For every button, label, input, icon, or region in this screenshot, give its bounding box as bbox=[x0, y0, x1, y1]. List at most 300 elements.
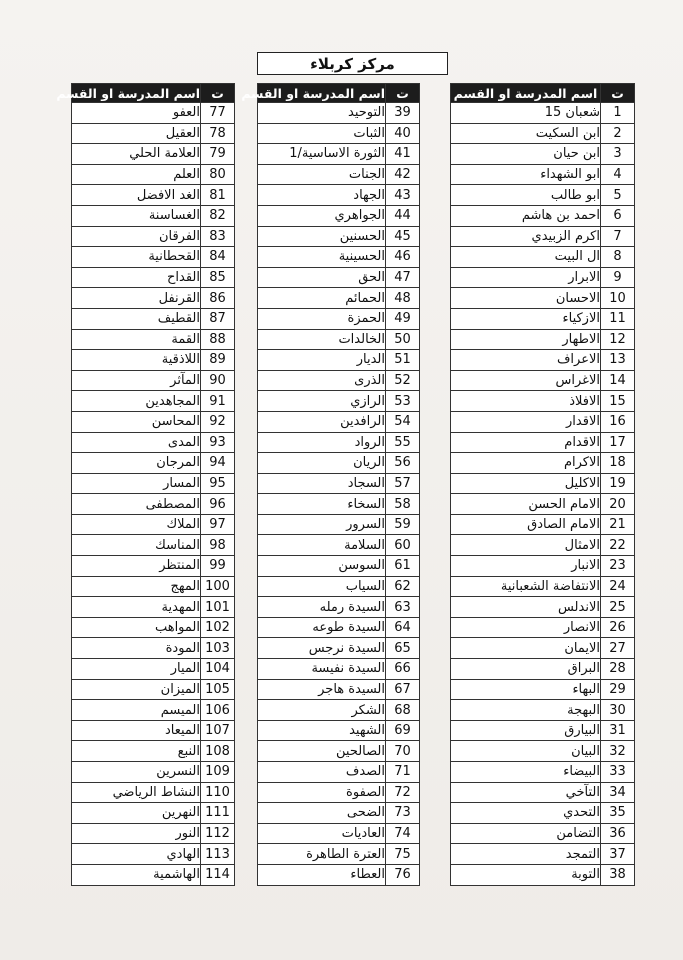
table-row bbox=[72, 144, 235, 165]
row-number: 87 bbox=[201, 308, 235, 329]
school-name: البيارق bbox=[451, 720, 601, 741]
table-row bbox=[72, 700, 235, 721]
table-row bbox=[258, 226, 420, 247]
table-row bbox=[258, 123, 420, 144]
school-name: الايمان bbox=[451, 638, 601, 659]
table-row bbox=[72, 267, 235, 288]
table-row bbox=[451, 329, 635, 350]
school-name: الشهيد bbox=[258, 720, 386, 741]
school-name: الخالدات bbox=[258, 329, 386, 350]
row-number: 17 bbox=[601, 432, 635, 453]
table-row bbox=[258, 329, 420, 350]
row-number: 52 bbox=[386, 370, 420, 391]
row-number: 69 bbox=[386, 720, 420, 741]
school-name: الرازي bbox=[258, 391, 386, 412]
table-row bbox=[451, 576, 635, 597]
table-row bbox=[72, 597, 235, 618]
row-number: 74 bbox=[386, 823, 420, 844]
table-row bbox=[72, 514, 235, 535]
school-name: البيان bbox=[451, 741, 601, 762]
row-number: 21 bbox=[601, 514, 635, 535]
table-row bbox=[72, 659, 235, 680]
school-name: الصفوة bbox=[258, 782, 386, 803]
table-row bbox=[72, 844, 235, 865]
school-name: السيدة طوعه bbox=[258, 617, 386, 638]
school-name: القمة bbox=[72, 329, 201, 350]
table-row bbox=[72, 164, 235, 185]
row-number: 107 bbox=[201, 720, 235, 741]
row-number: 100 bbox=[201, 576, 235, 597]
school-name: المجاهدين bbox=[72, 391, 201, 412]
row-number: 8 bbox=[601, 247, 635, 268]
school-name: الحق bbox=[258, 267, 386, 288]
table-row bbox=[451, 267, 635, 288]
table-row bbox=[258, 391, 420, 412]
row-number: 84 bbox=[201, 247, 235, 268]
school-name: اكرم الزبيدي bbox=[451, 226, 601, 247]
table-row bbox=[451, 391, 635, 412]
row-number: 64 bbox=[386, 617, 420, 638]
row-number: 89 bbox=[201, 350, 235, 371]
school-name: الاندلس bbox=[451, 597, 601, 618]
row-number: 47 bbox=[386, 267, 420, 288]
school-name: الميعاد bbox=[72, 720, 201, 741]
table-row bbox=[258, 741, 420, 762]
table-row bbox=[451, 185, 635, 206]
table-row bbox=[258, 288, 420, 309]
table-row bbox=[451, 350, 635, 371]
header-number: ت bbox=[386, 84, 420, 103]
row-number: 25 bbox=[601, 597, 635, 618]
school-name: الانبار bbox=[451, 556, 601, 577]
row-number: 7 bbox=[601, 226, 635, 247]
table-row bbox=[258, 638, 420, 659]
table-row bbox=[72, 494, 235, 515]
school-name: الحمزة bbox=[258, 308, 386, 329]
row-number: 11 bbox=[601, 308, 635, 329]
row-number: 97 bbox=[201, 514, 235, 535]
school-name: السيدة هاجر bbox=[258, 679, 386, 700]
table-row bbox=[72, 741, 235, 762]
school-table-column-3 bbox=[56, 83, 235, 886]
table-row bbox=[451, 411, 635, 432]
school-name: النشاط الرياضي bbox=[72, 782, 201, 803]
row-number: 67 bbox=[386, 679, 420, 700]
school-name: الذرى bbox=[258, 370, 386, 391]
school-name: البيضاء bbox=[451, 762, 601, 783]
school-table-column-2 bbox=[241, 83, 420, 886]
row-number: 35 bbox=[601, 803, 635, 824]
row-number: 53 bbox=[386, 391, 420, 412]
row-number: 3 bbox=[601, 144, 635, 165]
table-row bbox=[258, 103, 420, 124]
table-header-row bbox=[258, 84, 420, 103]
table-row bbox=[72, 823, 235, 844]
table-row bbox=[451, 370, 635, 391]
school-name: الاقدام bbox=[451, 432, 601, 453]
table-row bbox=[258, 432, 420, 453]
table-row bbox=[72, 226, 235, 247]
table-row bbox=[258, 164, 420, 185]
row-number: 27 bbox=[601, 638, 635, 659]
school-name: التوبة bbox=[451, 864, 601, 885]
table-row bbox=[72, 391, 235, 412]
header-number: ت bbox=[601, 84, 635, 103]
table-row bbox=[451, 762, 635, 783]
school-name: الاغراس bbox=[451, 370, 601, 391]
school-name: ال البيت bbox=[451, 247, 601, 268]
school-name: التضامن bbox=[451, 823, 601, 844]
school-name: الاكليل bbox=[451, 473, 601, 494]
table-row bbox=[72, 720, 235, 741]
table-row bbox=[258, 597, 420, 618]
row-number: 32 bbox=[601, 741, 635, 762]
table-row bbox=[451, 514, 635, 535]
row-number: 108 bbox=[201, 741, 235, 762]
school-name: الثبات bbox=[258, 123, 386, 144]
row-number: 13 bbox=[601, 350, 635, 371]
school-name: الانصار bbox=[451, 617, 601, 638]
row-number: 103 bbox=[201, 638, 235, 659]
table-row bbox=[72, 205, 235, 226]
row-number: 16 bbox=[601, 411, 635, 432]
row-number: 45 bbox=[386, 226, 420, 247]
table-row bbox=[451, 659, 635, 680]
table-row bbox=[258, 411, 420, 432]
row-number: 55 bbox=[386, 432, 420, 453]
school-name: الاقدار bbox=[451, 411, 601, 432]
table-row bbox=[72, 803, 235, 824]
table-row bbox=[451, 782, 635, 803]
school-name: الثورة الاساسية/1 bbox=[258, 144, 386, 165]
school-name: الملاك bbox=[72, 514, 201, 535]
school-name: العلم bbox=[72, 164, 201, 185]
school-name: الجهاد bbox=[258, 185, 386, 206]
row-number: 114 bbox=[201, 864, 235, 885]
school-name: الفرقان bbox=[72, 226, 201, 247]
row-number: 41 bbox=[386, 144, 420, 165]
school-name: احمد بن هاشم bbox=[451, 205, 601, 226]
table-row bbox=[451, 123, 635, 144]
row-number: 104 bbox=[201, 659, 235, 680]
school-name: الضحى bbox=[258, 803, 386, 824]
table-row bbox=[72, 638, 235, 659]
row-number: 61 bbox=[386, 556, 420, 577]
table-row bbox=[72, 535, 235, 556]
row-number: 85 bbox=[201, 267, 235, 288]
table-row bbox=[72, 762, 235, 783]
school-name: المسار bbox=[72, 473, 201, 494]
table-row bbox=[258, 782, 420, 803]
table-row bbox=[72, 370, 235, 391]
table-row bbox=[72, 123, 235, 144]
table-row bbox=[72, 556, 235, 577]
table-row bbox=[72, 308, 235, 329]
table-row bbox=[258, 247, 420, 268]
school-name: ابن السكيت bbox=[451, 123, 601, 144]
row-number: 43 bbox=[386, 185, 420, 206]
table-row bbox=[258, 453, 420, 474]
school-name: الاعراف bbox=[451, 350, 601, 371]
row-number: 20 bbox=[601, 494, 635, 515]
table-row bbox=[258, 370, 420, 391]
row-number: 54 bbox=[386, 411, 420, 432]
school-name: الميار bbox=[72, 659, 201, 680]
row-number: 48 bbox=[386, 288, 420, 309]
school-name: الهاشمية bbox=[72, 864, 201, 885]
header-school-name: اسم المدرسة او القسم bbox=[241, 85, 385, 101]
table-row bbox=[258, 556, 420, 577]
row-number: 29 bbox=[601, 679, 635, 700]
school-name: البهجة bbox=[451, 700, 601, 721]
row-number: 68 bbox=[386, 700, 420, 721]
school-name: المواهب bbox=[72, 617, 201, 638]
table-row bbox=[258, 514, 420, 535]
table-row bbox=[258, 494, 420, 515]
row-number: 76 bbox=[386, 864, 420, 885]
row-number: 34 bbox=[601, 782, 635, 803]
school-name: الميزان bbox=[72, 679, 201, 700]
row-number: 56 bbox=[386, 453, 420, 474]
school-name: التمجد bbox=[451, 844, 601, 865]
table-row bbox=[72, 247, 235, 268]
row-number: 6 bbox=[601, 205, 635, 226]
row-number: 24 bbox=[601, 576, 635, 597]
row-number: 93 bbox=[201, 432, 235, 453]
row-number: 110 bbox=[201, 782, 235, 803]
page-title: مركز كربلاء bbox=[257, 52, 448, 75]
table-row bbox=[451, 103, 635, 124]
school-name: السلامة bbox=[258, 535, 386, 556]
row-number: 9 bbox=[601, 267, 635, 288]
table-row bbox=[451, 308, 635, 329]
table-row bbox=[258, 473, 420, 494]
table-row bbox=[258, 679, 420, 700]
table-row bbox=[451, 700, 635, 721]
row-number: 80 bbox=[201, 164, 235, 185]
table-row bbox=[72, 576, 235, 597]
row-number: 73 bbox=[386, 803, 420, 824]
school-name: اللاذقية bbox=[72, 350, 201, 371]
row-number: 70 bbox=[386, 741, 420, 762]
table-row bbox=[72, 679, 235, 700]
row-number: 15 bbox=[601, 391, 635, 412]
row-number: 66 bbox=[386, 659, 420, 680]
row-number: 83 bbox=[201, 226, 235, 247]
table-row bbox=[451, 473, 635, 494]
school-name: الجنات bbox=[258, 164, 386, 185]
row-number: 22 bbox=[601, 535, 635, 556]
school-name: الغد الافضل bbox=[72, 185, 201, 206]
school-name: الاكرام bbox=[451, 453, 601, 474]
school-name: البراق bbox=[451, 659, 601, 680]
table-row bbox=[451, 556, 635, 577]
table-row bbox=[72, 617, 235, 638]
table-row bbox=[72, 350, 235, 371]
row-number: 31 bbox=[601, 720, 635, 741]
school-name: السياب bbox=[258, 576, 386, 597]
row-number: 71 bbox=[386, 762, 420, 783]
school-name: العقيل bbox=[72, 123, 201, 144]
school-name: الميسم bbox=[72, 700, 201, 721]
school-name: السيدة نفيسة bbox=[258, 659, 386, 680]
table-row bbox=[451, 288, 635, 309]
school-name: المآثر bbox=[72, 370, 201, 391]
row-number: 109 bbox=[201, 762, 235, 783]
school-name: القحطانية bbox=[72, 247, 201, 268]
table-row bbox=[258, 535, 420, 556]
table-row bbox=[451, 226, 635, 247]
school-name: المصطفى bbox=[72, 494, 201, 515]
school-name: السرور bbox=[258, 514, 386, 535]
row-number: 1 bbox=[601, 103, 635, 124]
row-number: 90 bbox=[201, 370, 235, 391]
table-row bbox=[258, 576, 420, 597]
table-row bbox=[451, 720, 635, 741]
table-row bbox=[451, 823, 635, 844]
school-name: الافلاذ bbox=[451, 391, 601, 412]
school-name: العطاء bbox=[258, 864, 386, 885]
school-name: السخاء bbox=[258, 494, 386, 515]
school-name: العاديات bbox=[258, 823, 386, 844]
table-row bbox=[258, 720, 420, 741]
table-row bbox=[72, 782, 235, 803]
table-row bbox=[72, 411, 235, 432]
row-number: 75 bbox=[386, 844, 420, 865]
table-row bbox=[258, 823, 420, 844]
row-number: 49 bbox=[386, 308, 420, 329]
school-name: المدى bbox=[72, 432, 201, 453]
table-row bbox=[451, 864, 635, 885]
school-name: الرافدين bbox=[258, 411, 386, 432]
table-row bbox=[451, 803, 635, 824]
school-name: الغساسنة bbox=[72, 205, 201, 226]
row-number: 79 bbox=[201, 144, 235, 165]
row-number: 14 bbox=[601, 370, 635, 391]
table-row bbox=[258, 762, 420, 783]
row-number: 77 bbox=[201, 103, 235, 124]
row-number: 95 bbox=[201, 473, 235, 494]
row-number: 105 bbox=[201, 679, 235, 700]
row-number: 23 bbox=[601, 556, 635, 577]
row-number: 92 bbox=[201, 411, 235, 432]
row-number: 50 bbox=[386, 329, 420, 350]
table-row bbox=[451, 247, 635, 268]
school-name: الريان bbox=[258, 453, 386, 474]
school-name: التحدي bbox=[451, 803, 601, 824]
table-row bbox=[72, 329, 235, 350]
row-number: 12 bbox=[601, 329, 635, 350]
table-header-row bbox=[72, 84, 235, 103]
school-name: السيدة نرجس bbox=[258, 638, 386, 659]
row-number: 88 bbox=[201, 329, 235, 350]
table-header-row bbox=[451, 84, 635, 103]
table-row bbox=[258, 700, 420, 721]
table-row bbox=[258, 205, 420, 226]
table-row bbox=[451, 453, 635, 474]
school-name: الامام الحسن bbox=[451, 494, 601, 515]
school-name: الشكر bbox=[258, 700, 386, 721]
school-name: التآخي bbox=[451, 782, 601, 803]
row-number: 37 bbox=[601, 844, 635, 865]
table-row bbox=[72, 473, 235, 494]
table-row bbox=[451, 597, 635, 618]
table-row bbox=[72, 432, 235, 453]
school-name: الحمائم bbox=[258, 288, 386, 309]
table-row bbox=[258, 308, 420, 329]
row-number: 99 bbox=[201, 556, 235, 577]
table-row bbox=[258, 659, 420, 680]
row-number: 91 bbox=[201, 391, 235, 412]
row-number: 4 bbox=[601, 164, 635, 185]
row-number: 78 bbox=[201, 123, 235, 144]
school-name: الانتفاضة الشعبانية bbox=[451, 576, 601, 597]
school-name: المناسك bbox=[72, 535, 201, 556]
row-number: 39 bbox=[386, 103, 420, 124]
row-number: 57 bbox=[386, 473, 420, 494]
school-name: السوسن bbox=[258, 556, 386, 577]
school-name: الهادي bbox=[72, 844, 201, 865]
school-name: المنتظر bbox=[72, 556, 201, 577]
row-number: 5 bbox=[601, 185, 635, 206]
table-row bbox=[451, 741, 635, 762]
school-name: السيدة رمله bbox=[258, 597, 386, 618]
school-name: شعبان 15 bbox=[451, 103, 601, 124]
school-name: النسرين bbox=[72, 762, 201, 783]
table-row bbox=[72, 453, 235, 474]
row-number: 58 bbox=[386, 494, 420, 515]
school-name: العلامة الحلي bbox=[72, 144, 201, 165]
table-row bbox=[258, 803, 420, 824]
row-number: 10 bbox=[601, 288, 635, 309]
row-number: 72 bbox=[386, 782, 420, 803]
table-row bbox=[72, 185, 235, 206]
row-number: 30 bbox=[601, 700, 635, 721]
row-number: 18 bbox=[601, 453, 635, 474]
school-name: الاطهار bbox=[451, 329, 601, 350]
header-number: ت bbox=[201, 84, 235, 103]
row-number: 28 bbox=[601, 659, 635, 680]
table-row bbox=[72, 864, 235, 885]
row-number: 40 bbox=[386, 123, 420, 144]
row-number: 63 bbox=[386, 597, 420, 618]
school-name: القطيف bbox=[72, 308, 201, 329]
school-name: المودة bbox=[72, 638, 201, 659]
school-name: العترة الطاهرة bbox=[258, 844, 386, 865]
row-number: 112 bbox=[201, 823, 235, 844]
table-row bbox=[451, 432, 635, 453]
table-row bbox=[451, 617, 635, 638]
school-name: الامثال bbox=[451, 535, 601, 556]
school-name: ابو طالب bbox=[451, 185, 601, 206]
row-number: 62 bbox=[386, 576, 420, 597]
row-number: 59 bbox=[386, 514, 420, 535]
row-number: 98 bbox=[201, 535, 235, 556]
school-name: التوحيد bbox=[258, 103, 386, 124]
table-row bbox=[258, 185, 420, 206]
row-number: 44 bbox=[386, 205, 420, 226]
table-row bbox=[451, 679, 635, 700]
row-number: 96 bbox=[201, 494, 235, 515]
school-name: الصدف bbox=[258, 762, 386, 783]
table-row bbox=[258, 617, 420, 638]
table-row bbox=[258, 864, 420, 885]
row-number: 82 bbox=[201, 205, 235, 226]
row-number: 113 bbox=[201, 844, 235, 865]
school-name: العفو bbox=[72, 103, 201, 124]
table-row bbox=[451, 205, 635, 226]
table-row bbox=[451, 535, 635, 556]
